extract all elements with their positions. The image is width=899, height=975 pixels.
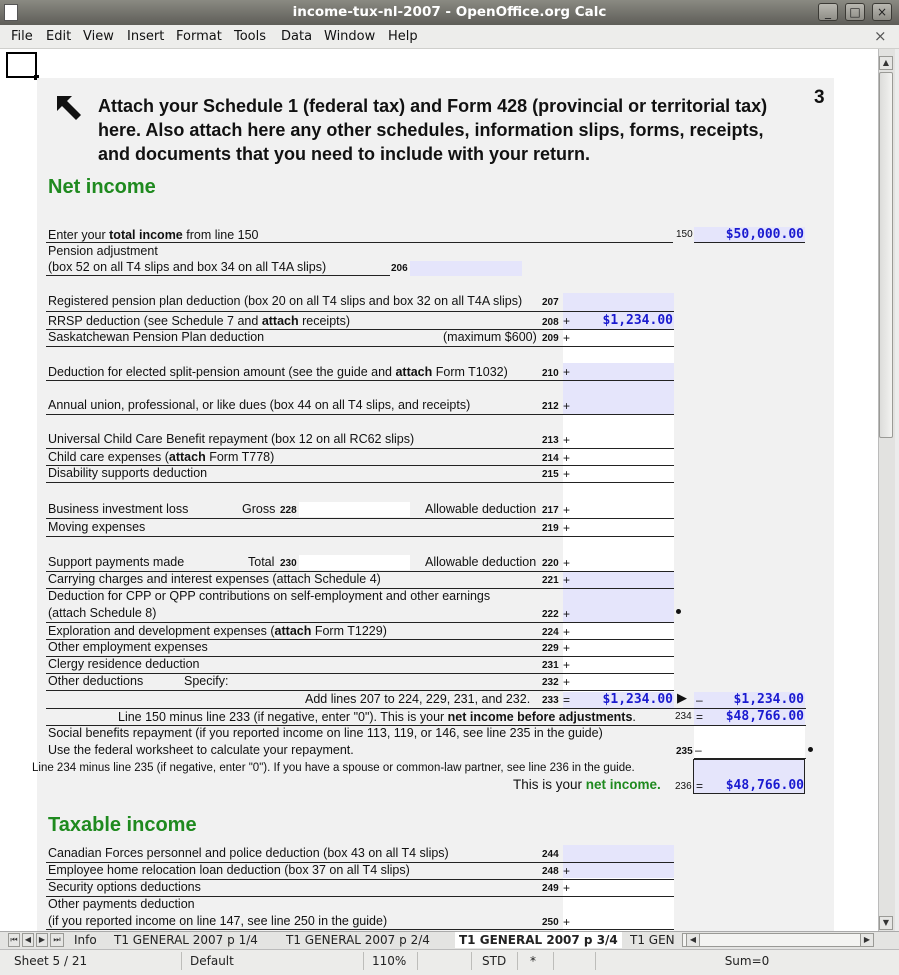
rule bbox=[46, 311, 674, 312]
line208-sign: + bbox=[563, 314, 571, 328]
line213-220-cells[interactable] bbox=[563, 415, 674, 571]
pension-adj-sublabel: (box 52 on all T4 slips and box 34 on all T4A slips) bbox=[48, 260, 327, 274]
line213-sign: + bbox=[563, 433, 571, 447]
line221-222-cells[interactable] bbox=[563, 571, 674, 622]
line209-number: 209 bbox=[542, 333, 559, 344]
rule bbox=[46, 929, 674, 930]
tab-t1-p1[interactable]: T1 GENERAL 2007 p 1/4 bbox=[114, 933, 258, 947]
status-signature bbox=[556, 952, 596, 970]
line232-label: Other deductions bbox=[48, 674, 144, 688]
line230-number: 230 bbox=[280, 558, 297, 569]
status-sheet: Sheet 5 / 21 bbox=[10, 952, 182, 970]
line250-sublabel: (if you reported income on line 147, see line 250 in the guide) bbox=[48, 914, 388, 928]
line233-label: Add lines 207 to 224, 229, 231, and 232. bbox=[305, 692, 531, 706]
line235-label: Social benefits repayment (if you reported income on line 113, 119, or 146, see line 235 in the guide) bbox=[48, 726, 603, 740]
line150-label: Enter your total income from line 150 bbox=[48, 228, 259, 242]
line220-number: 220 bbox=[542, 558, 559, 569]
line208-value: $1,234.00 bbox=[602, 313, 673, 328]
line250-label: Other payments deduction bbox=[48, 897, 195, 911]
line210-number: 210 bbox=[542, 368, 559, 379]
line215-sign: + bbox=[563, 467, 571, 481]
minimize-button[interactable]: _ bbox=[818, 3, 838, 21]
status-style[interactable]: Default bbox=[186, 952, 364, 970]
line212-sign: + bbox=[563, 399, 571, 413]
menu-help[interactable]: Help bbox=[388, 29, 418, 44]
status-modified: * bbox=[526, 952, 554, 970]
tab-info[interactable]: Info bbox=[74, 933, 97, 947]
line222-number: 222 bbox=[542, 609, 559, 620]
line248-number: 248 bbox=[542, 866, 559, 877]
line232-sign: + bbox=[563, 675, 571, 689]
line244-label: Canadian Forces personnel and police deduction (box 43 on all T4 slips) bbox=[48, 846, 449, 860]
line217-label: Business investment loss bbox=[48, 502, 189, 516]
line219-sign: + bbox=[563, 521, 571, 535]
line234-sign: = bbox=[696, 710, 704, 724]
attach-line-1: Attach your Schedule 1 (federal tax) and Form 428 (provincial or territorial tax) bbox=[98, 96, 768, 116]
menu-file[interactable]: File bbox=[11, 29, 33, 44]
menu-tools[interactable]: Tools bbox=[234, 29, 267, 44]
gross-label: Gross bbox=[242, 502, 276, 516]
line212-label: Annual union, professional, or like dues (box 44 on all T4 slips, and receipts) bbox=[48, 398, 471, 412]
marker-dot bbox=[676, 609, 681, 614]
rule bbox=[46, 414, 674, 415]
arrow-right-icon: ▶ bbox=[677, 690, 687, 705]
line234-value: $48,766.00 bbox=[725, 709, 804, 724]
line235-number: 235 bbox=[676, 746, 693, 757]
line228-number: 228 bbox=[280, 505, 297, 516]
line212-number: 212 bbox=[542, 401, 559, 412]
tab-t1-p4[interactable]: T1 GEN bbox=[630, 933, 675, 947]
line222-sublabel: (attach Schedule 8) bbox=[48, 606, 157, 620]
line206-cell[interactable] bbox=[410, 261, 522, 276]
line207-label: Registered pension plan deduction (box 20 on all T4 slips and box 32 on all T4A slips) bbox=[48, 294, 523, 308]
line224-number: 224 bbox=[542, 627, 559, 638]
line244-number: 244 bbox=[542, 849, 559, 860]
line233-total-sign: – bbox=[696, 693, 703, 707]
line219-number: 219 bbox=[542, 523, 559, 534]
rule bbox=[46, 482, 674, 483]
line217-number: 217 bbox=[542, 505, 559, 516]
line224-232-cells[interactable] bbox=[563, 622, 674, 692]
line207-number: 207 bbox=[542, 297, 559, 308]
line217-sign: + bbox=[563, 503, 571, 517]
line231-label: Clergy residence deduction bbox=[48, 657, 200, 671]
line210-label: Deduction for elected split-pension amount (see the guide and attach Form T1032) bbox=[48, 365, 508, 379]
line233-total-value: $1,234.00 bbox=[733, 692, 804, 707]
line232-number: 232 bbox=[542, 677, 559, 688]
marker-dot bbox=[808, 747, 813, 752]
line235-sublabel: Use the federal worksheet to calculate your repayment. bbox=[48, 743, 354, 757]
document-close-icon[interactable]: × bbox=[874, 27, 887, 45]
line208-number: 208 bbox=[542, 317, 559, 328]
rule bbox=[46, 448, 674, 449]
line231-sign: + bbox=[563, 658, 571, 672]
line249-sign: + bbox=[563, 881, 571, 895]
status-blank bbox=[420, 952, 472, 970]
menu-data[interactable]: Data bbox=[281, 29, 313, 44]
line221-sign: + bbox=[563, 573, 571, 587]
line215-label: Disability supports deduction bbox=[48, 466, 208, 480]
next-sheet-icon[interactable]: ▶ bbox=[36, 933, 48, 947]
line214-number: 214 bbox=[542, 453, 559, 464]
rule bbox=[46, 346, 674, 347]
pension-adj-label: Pension adjustment bbox=[48, 244, 158, 258]
line222-sign: + bbox=[563, 607, 571, 621]
line229-label: Other employment expenses bbox=[48, 640, 208, 654]
net-income-heading: Net income bbox=[48, 176, 156, 198]
vertical-scroll-thumb[interactable] bbox=[879, 72, 893, 438]
scroll-right-icon[interactable]: ▶ bbox=[860, 933, 874, 947]
line229-sign: + bbox=[563, 641, 571, 655]
line236-label: This is your net income. bbox=[513, 777, 661, 792]
line248-label: Employee home relocation loan deduction (box 37 on all T4 slips) bbox=[48, 863, 410, 877]
last-sheet-icon[interactable]: ⏭ bbox=[50, 933, 64, 947]
line208-label: RRSP deduction (see Schedule 7 and attach receipts) bbox=[48, 314, 351, 328]
scroll-down-icon[interactable]: ▼ bbox=[879, 916, 893, 930]
line210-212-cells[interactable] bbox=[563, 363, 674, 415]
line232-specify: Specify: bbox=[184, 674, 229, 688]
line209-sign: + bbox=[563, 331, 571, 345]
line217-allowable-label: Allowable deduction bbox=[425, 502, 537, 516]
total-label: Total bbox=[248, 555, 275, 569]
rule bbox=[46, 690, 674, 691]
line150-value: $50,000.00 bbox=[725, 227, 804, 242]
line209-max: (maximum $600) bbox=[443, 330, 537, 344]
line215-number: 215 bbox=[542, 469, 559, 480]
tab-t1-p2[interactable]: T1 GENERAL 2007 p 2/4 bbox=[286, 933, 430, 947]
rule bbox=[46, 518, 674, 519]
maximize-button[interactable]: □ bbox=[845, 3, 865, 21]
taxable-income-heading: Taxable income bbox=[48, 814, 197, 836]
line228-cell[interactable] bbox=[299, 502, 410, 517]
line214-label: Child care expenses (attach Form T778) bbox=[48, 450, 275, 464]
line210-sign: + bbox=[563, 365, 571, 379]
line206-number: 206 bbox=[391, 263, 408, 274]
line250-sign: + bbox=[563, 915, 571, 929]
line222-label: Deduction for CPP or QPP contributions on self-employment and other earnings bbox=[48, 589, 491, 603]
arrow-up-left-icon bbox=[54, 93, 84, 123]
line234-label: Line 150 minus line 233 (if negative, enter "0"). This is your net income before adjustments. bbox=[118, 710, 636, 724]
line250-number: 250 bbox=[542, 917, 559, 928]
rule bbox=[46, 536, 674, 537]
attach-line-3: and documents that you need to include with your return. bbox=[98, 144, 591, 164]
menu-insert[interactable]: Insert bbox=[127, 29, 165, 44]
rule bbox=[46, 242, 673, 243]
first-sheet-icon[interactable]: ⏮ bbox=[8, 933, 20, 947]
line233-number: 233 bbox=[542, 695, 559, 706]
rule bbox=[694, 242, 805, 243]
rule bbox=[46, 708, 806, 709]
horizontal-scrollbar[interactable] bbox=[682, 933, 874, 947]
line233-sign: = bbox=[563, 693, 571, 707]
line220-sign: + bbox=[563, 556, 571, 570]
line224-label: Exploration and development expenses (attach Form T1229) bbox=[48, 624, 387, 638]
menu-view[interactable]: View bbox=[83, 29, 114, 44]
line150-number: 150 bbox=[676, 229, 693, 240]
line213-number: 213 bbox=[542, 435, 559, 446]
line214-sign: + bbox=[563, 451, 571, 465]
line219-label: Moving expenses bbox=[48, 520, 146, 534]
tab-t1-p3[interactable]: T1 GENERAL 2007 p 3/4 bbox=[455, 932, 622, 948]
status-sum: Sum=0 bbox=[724, 954, 770, 968]
rule bbox=[46, 622, 674, 623]
close-button[interactable]: × bbox=[872, 3, 892, 21]
scroll-up-icon[interactable]: ▲ bbox=[879, 56, 893, 70]
line235-cell[interactable] bbox=[694, 726, 805, 759]
line220-allowable-label: Allowable deduction bbox=[425, 555, 537, 569]
line236-value: $48,766.00 bbox=[725, 778, 804, 793]
line229-number: 229 bbox=[542, 643, 559, 654]
rule bbox=[46, 380, 674, 381]
line249-number: 249 bbox=[542, 883, 559, 894]
line249-250-cells[interactable] bbox=[563, 878, 674, 931]
status-mode[interactable]: STD bbox=[478, 952, 518, 970]
line220-label: Support payments made bbox=[48, 555, 185, 569]
line231-number: 231 bbox=[542, 660, 559, 671]
line233-value: $1,234.00 bbox=[602, 692, 673, 707]
attach-line-2: here. Also attach here any other schedules, information slips, forms, receipts, bbox=[98, 120, 764, 140]
status-zoom[interactable]: 110% bbox=[368, 952, 418, 970]
line235-sign: – bbox=[695, 743, 702, 757]
menu-format[interactable]: Format bbox=[176, 29, 222, 44]
menu-edit[interactable]: Edit bbox=[46, 29, 72, 44]
cell-cursor[interactable] bbox=[6, 52, 37, 78]
line236-sign: = bbox=[696, 779, 704, 793]
line234-number: 234 bbox=[675, 711, 692, 722]
scroll-left-icon[interactable]: ◀ bbox=[686, 933, 700, 947]
line249-label: Security options deductions bbox=[48, 880, 201, 894]
window-title: income-tux-nl-2007 - OpenOffice.org Calc bbox=[292, 4, 607, 20]
line248-sign: + bbox=[563, 864, 571, 878]
prev-sheet-icon[interactable]: ◀ bbox=[22, 933, 34, 947]
line209-label: Saskatchewan Pension Plan deduction bbox=[48, 330, 265, 344]
line236-instructions: Line 234 minus line 235 (if negative, enter "0"). If you have a spouse or common-law partner, see line 236 in the guide. bbox=[32, 762, 635, 774]
menu-window[interactable]: Window bbox=[324, 29, 376, 44]
line221-label: Carrying charges and interest expenses (attach Schedule 4) bbox=[48, 572, 381, 586]
line224-sign: + bbox=[563, 625, 571, 639]
line236-number: 236 bbox=[675, 781, 692, 792]
line221-number: 221 bbox=[542, 575, 559, 586]
page-number: 3 bbox=[814, 87, 825, 108]
line213-label: Universal Child Care Benefit repayment (box 12 on all RC62 slips) bbox=[48, 432, 415, 446]
rule bbox=[46, 275, 390, 276]
line230-cell[interactable] bbox=[299, 555, 410, 570]
